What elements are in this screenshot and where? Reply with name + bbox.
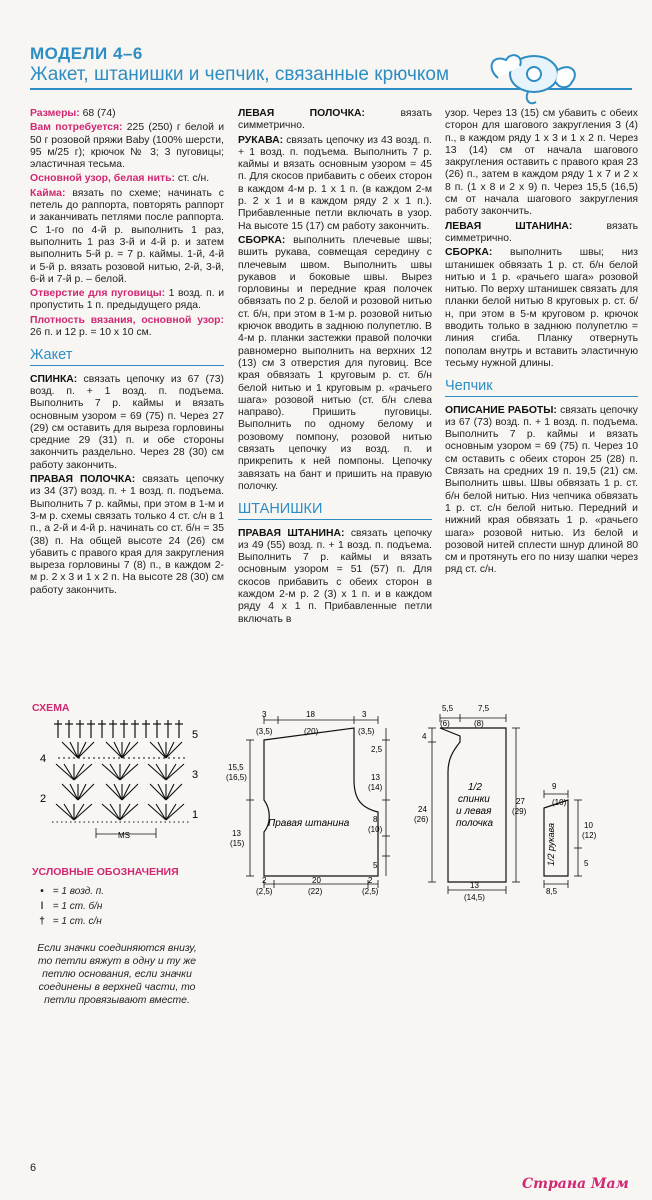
left-leg-text: вязать симметрично.: [445, 220, 638, 244]
legend-title: УСЛОВНЫЕ ОБОЗНАЧЕНИЯ: [32, 866, 179, 878]
legend: [34, 884, 104, 929]
crochet-chart: [30, 716, 210, 844]
body-label: 1/2: [468, 782, 482, 793]
materials-label: Вам потребуется:: [30, 122, 123, 134]
dim: (10): [368, 825, 383, 834]
buttonhole-text: 1 возд. п. и пропустить 1 п. предыдущего ряда.: [30, 288, 225, 312]
dim: (12): [582, 831, 597, 840]
jacket-assembly-text: выполнить плечевые швы; вшить рукава, совмещая середину с плечевым швом. Выполнить швы рукавов и боковые швы. Вырез горловины и передние края полочек обвязать по 2 р. белой и розовой нитью ст. б/н, при этом в 1-м р. розовой нитью крючок вводить в заднюю полупетлю. В 4-м р. планки застежки правой полочки равномерно выполнить на верхних 12 (13) см 3 отверстия для пуговиц. Все края обвязать 1 круговым р. ст. б/н белой нитью и 1 круговым р. «рачьего шага» розовой нитью (ст. б/н слева направо). Пришить пуговицы. Выполнить по одному белому и розовому помпону, розовой нитью связать цепочку из возд. п. и прикрепить к ней помпоны. Цепочку завязать на бант и пришить на правую полочку.: [238, 234, 432, 492]
dim: 10: [584, 821, 593, 830]
right-leg-text: связать цепочку из 49 (55) возд. п. + 1 возд. п. подъема. Выполнить 7 р. каймы и вязать основным узором = 51 (57) п. Для скосов прибавить с обеих сторон в каждом 2-м р. 2 (3) х 1 п. и в каждом ряду 4 х 1 п. Прибавленные петли включать в: [238, 527, 432, 625]
dim: (3,5): [358, 727, 375, 736]
body-label: и левая: [456, 806, 492, 817]
left-front-text: вязать симметрично.: [238, 108, 433, 132]
dim: 3: [262, 710, 267, 719]
dim: 18: [306, 710, 315, 719]
left-front-label: ЛЕВАЯ ПОЛОЧКА:: [238, 108, 365, 119]
dim: (14,5): [464, 893, 485, 902]
dim: (20): [304, 727, 319, 736]
row-label-3: 3: [192, 769, 199, 781]
row-label-5: 5: [192, 729, 199, 741]
dim: 8: [373, 815, 378, 824]
cap-description-label: ОПИСАНИЕ РАБОТЫ:: [445, 404, 557, 416]
dim: 13: [371, 773, 380, 782]
body-label: полочка: [456, 818, 494, 829]
dim: (26): [414, 815, 429, 824]
fan-row-4: [58, 742, 186, 758]
cap-description-text: связать цепочку из 67 (73) возд. п. + 1 возд. п. подъема. Выполнить 7 р. каймы и вязать основным узором = 69 (75) п. Через 10 см оставить с обеих сторон 25 (28) п. Связать на средних 19 п. 19,5 (21) см. Выполнить швы. Швы обвязать 1 р. ст. б/н белой нитью. Низ чепчика обвязать 1 р. ст. с/н белой нитью. Передний и нижний края обвязать 1 р. «рачьего шага» розовой нитью. Из белой и розовой нитей сплести шнур длиной 80 см и протянуть его по низу шапки через ряд ст. с/н.: [445, 404, 638, 576]
pattern-half-back: [412, 704, 532, 902]
dim: 8,5: [546, 887, 558, 896]
main-pattern-label: Основной узор, белая нить:: [30, 173, 175, 185]
models-heading: МОДЕЛИ 4–6: [30, 44, 143, 63]
baby-bottle-icon: [470, 44, 590, 110]
row-label-4: 4: [40, 753, 47, 765]
legend-item-sc: [34, 899, 104, 914]
dim: 2: [262, 876, 267, 885]
page-title: Жакет, штанишки и чепчик, связанные крючком: [30, 64, 450, 85]
column-3: [445, 108, 638, 579]
dim: (16,5): [226, 773, 247, 782]
fan-row-1: [52, 804, 190, 822]
edging-label: Кайма:: [30, 187, 66, 199]
sizes-text: 68 (74): [82, 108, 116, 119]
dim: 20: [312, 876, 321, 885]
dim: (3,5): [256, 727, 273, 736]
legend-text: = 1 ст. б/н: [52, 901, 103, 912]
single-crochet-icon: ǀ: [40, 901, 44, 912]
cap-heading: Чепчик: [445, 380, 638, 396]
leg-label: Правая штанина: [268, 818, 350, 829]
pants-assembly-label: СБОРКА:: [445, 247, 493, 259]
sleeve-label: 1/2 рукава: [546, 823, 556, 866]
dim: 2,5: [371, 745, 383, 754]
page-number: 6: [30, 1162, 37, 1174]
back-text: связать цепочку из 67 (73) возд. п. + 1 возд. п. подъема. Выполнить 7 р. каймы и вязать основным узором = 69 (75) п. Через 27 (29) см оставить для выреза горловины средние 29 (31) п. и обе стороны закончить раздельно. Через 28 (30) см работу закончить.: [30, 373, 224, 471]
legend-text: = 1 ст. с/н: [52, 916, 102, 927]
pattern-half-sleeve: [532, 776, 612, 896]
buttonhole-label: Отверстие для пуговицы:: [30, 288, 166, 300]
jacket-assembly-label: СБОРКА:: [238, 234, 286, 246]
legend-text: = 1 возд. п.: [52, 886, 105, 897]
column-2: [238, 108, 432, 628]
pants-assembly-text: выполнить швы; низ штанишек обвязать 1 р. ст. б/н белой нитью и 1 р. «рачьего шага» розовой нитью. По верху штанишек связать для планки белой нитью 8 круговых р. ст. б/н, при этом в 5-м круговом р. крючок вводить только в заднюю полупетлю = линия сгиба. Планку отвернуть пополам внутрь и вставить эластичную тесьму нужной длины.: [445, 247, 638, 369]
dim: 13: [232, 829, 241, 838]
dim: (6): [440, 719, 450, 728]
dim: 13: [470, 881, 479, 890]
dim: (8): [474, 719, 484, 728]
repeat-label: MS: [118, 831, 130, 840]
gauge-label: Плотность вязания, основной узор:: [30, 314, 224, 326]
dim: 7,5: [478, 704, 490, 713]
dim: (29): [512, 807, 527, 816]
materials-text: 225 (250) г белой и 50 г розовой пряжи Baby (100% шерсти, 95 м/25 г); крючок № 3; 3 пуговицы; эластичная тесьма.: [30, 122, 225, 171]
schema-title: СХЕМА: [32, 702, 70, 714]
right-leg-continued: узор. Через 13 (15) см убавить с обеих сторон для шагового закругления 3 (4) п., в каждом ряду 1 х 3 и 1 х 2 п. Через 13 (14) см от начала шагового закругления оставить с правого края 23 (26) п., затем в каждом ряду 1 х 7 и 2 х 8 п. (1 х 8 и 2 х 9) п. Через 15,5 (16,5) см от начала шагового закругления работу закончить.: [445, 108, 638, 218]
legend-item-chain: [34, 884, 104, 899]
sleeves-text: связать цепочку из 43 возд. п. + 1 возд. п. подъема. Выполнить 7 р. каймы и вязать основным узором = 45 п. Для скосов прибавить с обеих сторон в каждом 4-м р. 1 х 1 п. (в каждом 2-м р. 2 х 1 и в каждом ряду 2 х 1 п.). Прибавленные петли включать в узор. На высоте 15 (17) см работу закончить.: [238, 134, 432, 232]
dim: 27: [516, 797, 525, 806]
back-label: СПИНКА:: [30, 373, 78, 385]
dim: 5,5: [442, 704, 454, 713]
chain-icon: •: [40, 886, 44, 897]
pants-heading: ШТАНИШКИ: [238, 503, 432, 519]
left-leg-label: ЛЕВАЯ ШТАНИНА:: [445, 220, 573, 232]
fan-row-2: [62, 784, 182, 800]
dim: (2,5): [256, 887, 273, 896]
row-label-2: 2: [40, 793, 47, 805]
double-crochet-icon: †: [39, 916, 45, 927]
dim: (2,5): [362, 887, 379, 896]
main-pattern-text: ст. с/н.: [177, 173, 210, 185]
dim: 5: [584, 859, 589, 868]
right-leg-label: ПРАВАЯ ШТАНИНА:: [238, 527, 345, 539]
dim: (15): [230, 839, 245, 848]
sizes-label: Размеры:: [30, 108, 80, 119]
dim: 15,5: [228, 763, 244, 772]
leg-outline: [264, 728, 378, 876]
body-outline: [440, 728, 506, 882]
dim: 4: [422, 732, 427, 741]
row-5-stitches: [54, 720, 183, 738]
right-front-text: связать цепочку из 34 (37) возд. п. + 1 возд. п. подъема. Выполнить 7 р. каймы, при этом в 1-м и 3-м р. схемы связать только 4 ст. с/н в 1 п., а 2-й и 4-й р. начинать со ст. б/н = 35 (38) п. На общей высоте 24 (26) см убавить с правого края для закругления выреза горловины 7 (8) п., в каждом 2-м р. 2 х 3 и 1 х 2 п. На высоте 28 (30) см работу закончить.: [30, 474, 224, 596]
legend-item-dc: [34, 914, 104, 929]
dim: 24: [418, 805, 427, 814]
dim: 3: [362, 710, 367, 719]
pattern-right-leg: [226, 708, 406, 898]
legend-note: Если значки соединяются внизу, то петли вяжут в одну и ту же петлю основания, если значки соединены в верхней части, то петли провязывают вместе.: [37, 943, 197, 1006]
watermark: Страна Мам: [522, 1176, 629, 1192]
row-label-1: 1: [192, 809, 199, 821]
gauge-text: 26 п. и 12 р. = 10 х 10 см.: [30, 327, 152, 339]
body-label: спинки: [458, 794, 490, 805]
right-front-label: ПРАВАЯ ПОЛОЧКА:: [30, 474, 136, 486]
fan-row-3: [56, 764, 184, 780]
dim: 5: [373, 861, 378, 870]
jacket-heading: Жакет: [30, 349, 224, 365]
sleeves-label: РУКАВА:: [238, 134, 284, 146]
dim: 2: [368, 876, 373, 885]
column-1: [30, 108, 224, 599]
dim: (22): [308, 887, 323, 896]
dim: (14): [368, 783, 383, 792]
dim: (10): [552, 798, 567, 807]
edging-text: вязать по схеме; начинать с петель до раппорта, повторять раппорт и заканчивать петлями после раппорта. С 1-го по 4-й р. выполнить 1 раз, выполнить 1 раз 3-й и 4-й р. и затем выполнить 5-й р. = 7 р. каймы. 1-й, 4-й и 5-й р. вязать розовой нитью, 2-й, 3-й, 6-й и 7-й р. – белой.: [30, 187, 224, 285]
dim: 9: [552, 782, 557, 791]
